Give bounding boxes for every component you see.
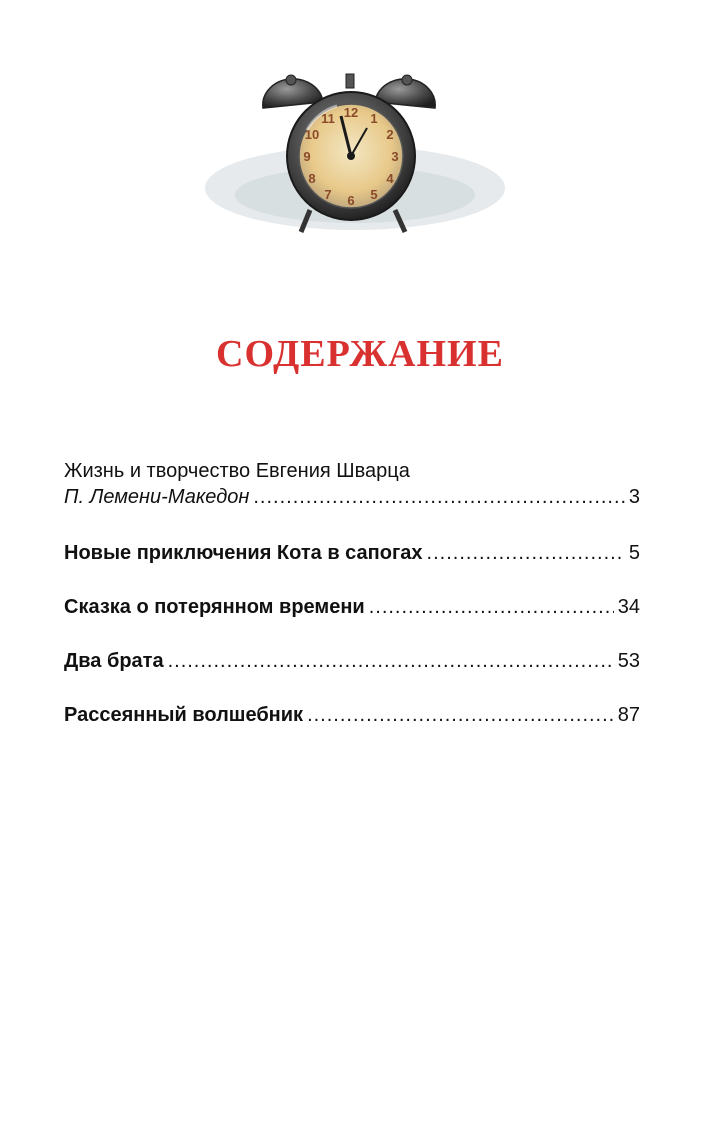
alarm-clock-icon [205,70,505,250]
dial-number-8: 8 [308,171,316,186]
dial-number-4: 4 [386,171,394,186]
toc-leader-dots [168,648,614,674]
dial-number-11: 11 [321,111,335,126]
toc-entry[interactable] [64,648,640,674]
toc-entry-label: П. Лемени-Македон [64,486,250,508]
toc-entry-label: Два брата [64,650,164,672]
dial-number-6: 6 [347,193,355,208]
dial-number-10: 10 [304,127,320,142]
dial-number-3: 3 [391,149,399,164]
toc-entry[interactable] [64,702,640,728]
dial-number-12: 12 [343,105,359,120]
alarm-clock-illustration [205,70,505,250]
dial-number-1: 1 [370,111,378,126]
dial-number-9: 9 [303,149,311,164]
toc-leader-dots [427,540,625,566]
toc-entry[interactable] [64,594,640,620]
toc-entry-page: 3 [628,486,640,508]
toc-entry-page: 53 [617,650,640,672]
toc-entry-label: Рассеянный волшебник [64,704,304,726]
dial-number-7: 7 [324,187,332,202]
toc-leader-dots [369,594,614,620]
toc-entry-page: 34 [617,596,640,618]
toc-entry-label: Новые приключения Кота в сапогах [64,542,423,564]
toc-entry-page: 5 [628,542,640,564]
toc-entry-page: 87 [617,704,640,726]
toc-leader-dots [307,702,614,728]
dial-number-5: 5 [370,187,378,202]
dial-number-2: 2 [386,127,394,142]
toc-entry-heading: Жизнь и творчество Евгения Шварца [64,460,410,482]
toc-entry[interactable] [64,458,640,510]
toc-entry[interactable] [64,540,640,566]
page-title: СОДЕРЖАНИЕ [216,333,504,375]
toc-entry-label: Сказка о потерянном времени [64,596,365,618]
toc-leader-dots [253,484,625,510]
